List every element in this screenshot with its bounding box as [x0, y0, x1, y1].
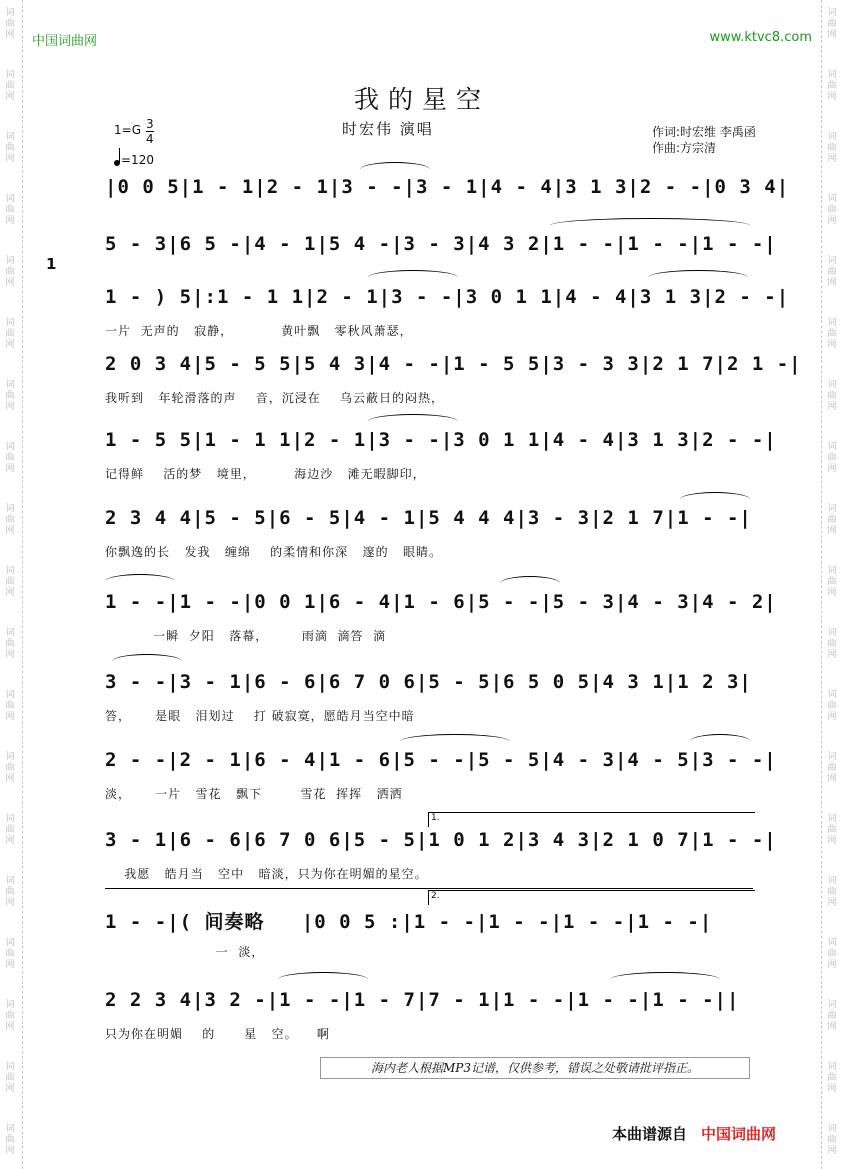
watermark-glyph: 词	[827, 876, 837, 886]
watermark-glyph: 曲	[5, 1073, 15, 1083]
watermark-glyph: 曲	[5, 887, 15, 897]
credits	[652, 124, 756, 156]
slur-arc	[690, 734, 750, 749]
notation-line: 5 - 3|6 5 -|4 - 1|5 4 -|3 - 3|4 3 2|1 - -|1 - -|1 - -|	[105, 233, 777, 255]
watermark-glyph: 网	[827, 588, 837, 598]
watermark-glyph: 网	[5, 216, 15, 226]
slur-arc	[105, 574, 175, 589]
tempo-value: =120	[121, 153, 154, 167]
watermark-glyph: 曲	[5, 825, 15, 835]
notation-line: 2 2 3 4|3 2 -|1 - -|1 - 7|7 - 1|1 - -|1 - -|1 - -||	[105, 989, 740, 1011]
watermark-glyph: 网	[5, 1084, 15, 1094]
lyric-line: 一瞬 夕阳 落幕， 雨滴 滴答 滴	[105, 629, 387, 643]
slur-arc	[278, 972, 368, 987]
watermark-glyph: 词	[827, 814, 837, 824]
lyric-line: 一片 无声的 寂静， 黄叶飘 零秋风萧瑟，	[105, 324, 413, 338]
left-watermark-strip	[0, 0, 23, 1169]
watermark-glyph: 网	[5, 712, 15, 722]
watermark-glyph: 词	[827, 504, 837, 514]
notation-line: 1 - 5 5|1 - 1 1|2 - 1|3 - -|3 0 1 1|4 - 4|3 1 3|2 - -|	[105, 429, 777, 451]
slur-arc	[368, 270, 458, 285]
watermark-glyph: 曲	[827, 763, 837, 773]
watermark-glyph: 网	[5, 154, 15, 164]
watermark-glyph: 曲	[827, 19, 837, 29]
watermark-glyph: 网	[5, 836, 15, 846]
watermark-glyph: 词	[5, 628, 15, 638]
watermark-glyph: 曲	[5, 81, 15, 91]
notation-line: 2 0 3 4|5 - 5 5|5 4 3|4 - -|1 - 5 5|3 - 3 3|2 1 7|2 1 -|	[105, 353, 802, 375]
notation-line: 1 - ) 5|:1 - 1 1|2 - 1|3 - -|3 0 1 1|4 - 4|3 1 3|2 - -|	[105, 286, 790, 308]
watermark-glyph: 曲	[827, 887, 837, 897]
watermark-glyph: 词	[5, 566, 15, 576]
watermark-glyph: 网	[827, 278, 837, 288]
watermark-glyph: 曲	[827, 453, 837, 463]
watermark-glyph: 曲	[5, 949, 15, 959]
system-separator-top	[105, 888, 753, 889]
watermark-glyph: 词	[827, 8, 837, 18]
watermark-glyph: 词	[827, 132, 837, 142]
watermark-glyph: 曲	[5, 453, 15, 463]
meter-bottom: 4	[146, 132, 154, 146]
watermark-glyph: 网	[827, 464, 837, 474]
watermark-glyph: 曲	[5, 763, 15, 773]
slur-arc	[360, 162, 430, 177]
watermark-glyph: 词	[5, 132, 15, 142]
watermark-glyph: 曲	[5, 267, 15, 277]
watermark-glyph: 网	[827, 402, 837, 412]
lyricist-credit: 作词:时宏维 李禹函	[652, 125, 756, 139]
watermark-glyph: 网	[827, 960, 837, 970]
watermark-glyph: 曲	[827, 825, 837, 835]
lyric-line: 我听到 年轮滑落的声 音，沉浸在 乌云蔽日的闷热，	[105, 391, 444, 405]
watermark-glyph: 词	[827, 566, 837, 576]
watermark-glyph: 曲	[5, 143, 15, 153]
watermark-glyph: 词	[5, 504, 15, 514]
composer-credit: 作曲:方宗清	[652, 141, 717, 155]
watermark-glyph: 词	[5, 938, 15, 948]
watermark-glyph: 曲	[827, 639, 837, 649]
lyric-line: 只为你在明媚 的 星 空。 啊	[105, 1027, 330, 1041]
watermark-glyph: 词	[5, 752, 15, 762]
performer-line: 时宏伟 演唱	[342, 120, 434, 138]
watermark-glyph: 网	[827, 30, 837, 40]
watermark-glyph: 网	[827, 1084, 837, 1094]
watermark-glyph: 曲	[827, 81, 837, 91]
watermark-glyph: 词	[827, 380, 837, 390]
source-credit	[612, 1123, 776, 1144]
lyric-line: 记得鲜 活的梦 境里， 海边沙 滩无暇脚印，	[105, 467, 426, 481]
watermark-glyph: 词	[5, 70, 15, 80]
notation-line: 1 - -|( 间奏略 |0 0 5 :|1 - -|1 - -|1 - -|1 - -|	[105, 911, 713, 933]
watermark-glyph: 网	[5, 526, 15, 536]
lyric-line: 一 淡，	[105, 945, 265, 959]
watermark-glyph: 网	[5, 1022, 15, 1032]
watermark-glyph: 曲	[827, 1011, 837, 1021]
slur-arc	[610, 972, 720, 987]
watermark-glyph: 曲	[5, 19, 15, 29]
transcriber-note: 海内老人根据MP3记谱，仅供参考，错误之处敬请批评指正。	[320, 1057, 750, 1079]
watermark-glyph: 网	[827, 650, 837, 660]
watermark-glyph: 网	[5, 340, 15, 350]
watermark-glyph: 曲	[5, 1135, 15, 1145]
volta-two	[428, 890, 755, 905]
system-number: 1	[46, 255, 57, 273]
tempo-marking	[114, 150, 154, 167]
watermark-glyph: 网	[5, 650, 15, 660]
watermark-glyph: 网	[827, 216, 837, 226]
watermark-glyph: 网	[827, 898, 837, 908]
notation-line: 3 - 1|6 - 6|6 7 0 6|5 - 5|1 0 1 2|3 4 3|2 1 0 7|1 - -|	[105, 829, 777, 851]
source-label: 本曲谱源自	[612, 1125, 688, 1143]
watermark-glyph: 曲	[5, 1011, 15, 1021]
watermark-glyph: 曲	[827, 267, 837, 277]
time-signature	[146, 117, 154, 146]
watermark-glyph: 词	[827, 628, 837, 638]
watermark-glyph: 曲	[5, 205, 15, 215]
watermark-glyph: 词	[827, 690, 837, 700]
volta-one-label: 1.	[431, 813, 440, 823]
watermark-glyph: 网	[827, 712, 837, 722]
right-watermark-strip	[821, 0, 844, 1169]
watermark-glyph: 词	[5, 876, 15, 886]
watermark-glyph: 曲	[827, 577, 837, 587]
watermark-glyph: 网	[827, 154, 837, 164]
watermark-glyph: 词	[5, 8, 15, 18]
watermark-glyph: 网	[827, 836, 837, 846]
notation-line: 2 - -|2 - 1|6 - 4|1 - 6|5 - -|5 - 5|4 - 3|4 - 5|3 - -|	[105, 749, 777, 771]
notation-line: 2 3 4 4|5 - 5|6 - 5|4 - 1|5 4 4 4|3 - 3|2 1 7|1 - -|	[105, 507, 752, 529]
watermark-glyph: 网	[5, 464, 15, 474]
watermark-glyph: 词	[5, 318, 15, 328]
watermark-glyph: 词	[827, 442, 837, 452]
watermark-glyph: 网	[5, 774, 15, 784]
lyric-line: 我愿 皓月当 空中 暗淡，只为你在明媚的星空。	[105, 867, 428, 881]
watermark-glyph: 词	[5, 442, 15, 452]
watermark-glyph: 词	[5, 1124, 15, 1134]
watermark-glyph: 网	[827, 1022, 837, 1032]
notation-line: 3 - -|3 - 1|6 - 6|6 7 0 6|5 - 5|6 5 0 5|4 3 1|1 2 3|	[105, 671, 752, 693]
site-name-left[interactable]: 中国词曲网	[32, 34, 98, 49]
watermark-glyph: 词	[827, 1124, 837, 1134]
watermark-glyph: 曲	[827, 205, 837, 215]
notation-line: 1 - -|1 - -|0 0 1|6 - 4|1 - 6|5 - -|5 - 3|4 - 3|4 - 2|	[105, 591, 777, 613]
watermark-glyph: 词	[827, 194, 837, 204]
watermark-glyph: 网	[827, 340, 837, 350]
watermark-glyph: 网	[827, 526, 837, 536]
watermark-glyph: 网	[5, 960, 15, 970]
watermark-glyph: 网	[827, 774, 837, 784]
watermark-glyph: 曲	[5, 701, 15, 711]
watermark-glyph: 曲	[5, 329, 15, 339]
watermark-glyph: 网	[827, 1146, 837, 1156]
watermark-glyph: 曲	[827, 701, 837, 711]
slur-arc	[648, 270, 748, 285]
watermark-glyph: 词	[5, 256, 15, 266]
watermark-glyph: 词	[827, 70, 837, 80]
site-url-right[interactable]: www.ktvc8.com	[709, 30, 812, 45]
slur-arc	[500, 576, 560, 591]
slur-arc	[112, 654, 182, 669]
watermark-glyph: 词	[5, 814, 15, 824]
watermark-glyph: 曲	[5, 515, 15, 525]
watermark-glyph: 曲	[5, 577, 15, 587]
watermark-glyph: 词	[5, 194, 15, 204]
watermark-glyph: 词	[5, 1000, 15, 1010]
watermark-glyph: 曲	[5, 391, 15, 401]
watermark-glyph: 词	[5, 690, 15, 700]
watermark-glyph: 网	[827, 92, 837, 102]
notation-line: |0 0 5|1 - 1|2 - 1|3 - -|3 - 1|4 - 4|3 1 3|2 - -|0 3 4|	[105, 176, 790, 198]
lyric-line: 淡， 一片 雪花 飘下 雪花 挥挥 洒洒	[105, 787, 403, 801]
volta-two-label: 2.	[431, 891, 440, 901]
slur-arc	[550, 218, 750, 233]
watermark-glyph: 词	[827, 938, 837, 948]
source-site-link[interactable]: 中国词曲网	[701, 1125, 777, 1143]
watermark-glyph: 词	[827, 1062, 837, 1072]
song-title: 我的星空	[353, 85, 490, 114]
watermark-glyph: 曲	[827, 329, 837, 339]
watermark-glyph: 曲	[827, 515, 837, 525]
lyric-line: 答， 是眼 泪划过 打 破寂寞，愿皓月当空中暗	[105, 709, 415, 723]
slur-arc	[368, 414, 458, 429]
watermark-glyph: 词	[827, 752, 837, 762]
watermark-glyph: 曲	[827, 391, 837, 401]
watermark-glyph: 网	[5, 588, 15, 598]
watermark-glyph: 曲	[827, 1073, 837, 1083]
watermark-glyph: 词	[5, 1062, 15, 1072]
key-signature: 1=G	[114, 123, 141, 137]
watermark-glyph: 曲	[827, 143, 837, 153]
watermark-glyph: 网	[5, 30, 15, 40]
watermark-glyph: 词	[827, 256, 837, 266]
watermark-glyph: 词	[827, 318, 837, 328]
lyric-line: 你飘逸的长 发我 缠绵 的柔情和你深 邃的 眼睛。	[105, 545, 443, 559]
watermark-glyph: 网	[5, 898, 15, 908]
slur-arc	[400, 734, 510, 749]
meter-top: 3	[146, 117, 154, 131]
slur-arc	[680, 492, 750, 507]
watermark-glyph: 网	[5, 278, 15, 288]
watermark-glyph: 网	[5, 1146, 15, 1156]
volta-one	[428, 812, 755, 827]
watermark-glyph: 曲	[827, 949, 837, 959]
watermark-glyph: 曲	[827, 1135, 837, 1145]
watermark-glyph: 网	[5, 92, 15, 102]
watermark-glyph: 曲	[5, 639, 15, 649]
watermark-glyph: 网	[5, 402, 15, 412]
watermark-glyph: 词	[827, 1000, 837, 1010]
watermark-glyph: 词	[5, 380, 15, 390]
